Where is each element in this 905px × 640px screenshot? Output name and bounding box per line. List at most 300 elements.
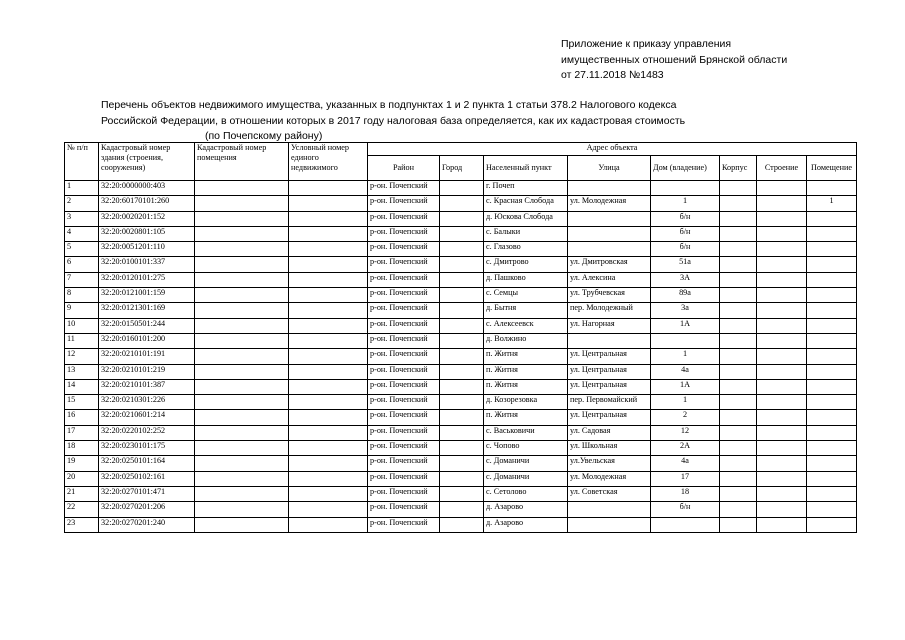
cell-settlement: п. Житня xyxy=(484,410,568,425)
cell-korpus xyxy=(720,502,757,517)
cell-house xyxy=(651,333,720,348)
cell-building-cadastral: 32:20:0270201:240 xyxy=(99,517,195,532)
header-building-cadastral: Кадастровый номер здания (строения, сооружения) xyxy=(99,143,195,181)
cell-num: 5 xyxy=(65,242,99,257)
cell-conditional-number xyxy=(289,425,368,440)
cell-pomeschenie xyxy=(807,364,857,379)
cell-korpus xyxy=(720,364,757,379)
cell-stroenie xyxy=(757,456,807,471)
cell-street: пер. Молодежный xyxy=(568,303,651,318)
cell-premises-cadastral xyxy=(195,288,289,303)
cell-city xyxy=(440,349,484,364)
header-conditional-number: Условный номер единого недвижимого xyxy=(289,143,368,181)
cell-house: б/н xyxy=(651,211,720,226)
cell-korpus xyxy=(720,242,757,257)
cell-street: ул. Трубчевская xyxy=(568,288,651,303)
cell-settlement: с. Дмитрово xyxy=(484,257,568,272)
cell-premises-cadastral xyxy=(195,364,289,379)
cell-premises-cadastral xyxy=(195,502,289,517)
table-row xyxy=(65,288,857,303)
cell-pomeschenie xyxy=(807,486,857,501)
cell-pomeschenie xyxy=(807,395,857,410)
table-row xyxy=(65,456,857,471)
cell-korpus xyxy=(720,395,757,410)
cell-stroenie xyxy=(757,425,807,440)
cell-stroenie xyxy=(757,211,807,226)
cell-conditional-number xyxy=(289,181,368,196)
table-row xyxy=(65,211,857,226)
cell-pomeschenie xyxy=(807,211,857,226)
header-city: Город xyxy=(440,156,484,181)
cell-conditional-number xyxy=(289,441,368,456)
cell-building-cadastral: 32:20:0250101:164 xyxy=(99,456,195,471)
table-row xyxy=(65,486,857,501)
cell-house: 1А xyxy=(651,318,720,333)
cell-settlement: д. Пашково xyxy=(484,272,568,287)
cell-korpus xyxy=(720,272,757,287)
cell-street xyxy=(568,333,651,348)
cell-street xyxy=(568,242,651,257)
table-row xyxy=(65,471,857,486)
cell-street xyxy=(568,181,651,196)
cell-num: 19 xyxy=(65,456,99,471)
cell-korpus xyxy=(720,517,757,532)
cell-street: ул. Алексина xyxy=(568,272,651,287)
cell-building-cadastral: 32:20:0121301:169 xyxy=(99,303,195,318)
cell-district: р-он. Почепский xyxy=(368,486,440,501)
cell-conditional-number xyxy=(289,456,368,471)
table-row xyxy=(65,242,857,257)
cell-building-cadastral: 32:20:0270201:206 xyxy=(99,502,195,517)
cell-building-cadastral: 32:20:0210601:214 xyxy=(99,410,195,425)
cell-building-cadastral: 32:20:0250102:161 xyxy=(99,471,195,486)
cell-house: 18 xyxy=(651,486,720,501)
cell-building-cadastral: 32:20:0160101:200 xyxy=(99,333,195,348)
cell-pomeschenie xyxy=(807,502,857,517)
cell-premises-cadastral xyxy=(195,318,289,333)
title-line-2: Российской Федерации, в отношении которых в 2017 году налоговая база определяется, как их кадастровая стоимость xyxy=(101,114,686,127)
header-korpus: Корпус xyxy=(720,156,757,181)
cell-stroenie xyxy=(757,288,807,303)
cell-city xyxy=(440,379,484,394)
cell-pomeschenie xyxy=(807,379,857,394)
cell-conditional-number xyxy=(289,303,368,318)
cell-num: 6 xyxy=(65,257,99,272)
cell-korpus xyxy=(720,471,757,486)
table-row xyxy=(65,517,857,532)
cell-stroenie xyxy=(757,379,807,394)
cell-district: р-он. Почепский xyxy=(368,456,440,471)
cell-settlement: с. Красная Слобода xyxy=(484,196,568,211)
cell-house: б/н xyxy=(651,226,720,241)
cell-city xyxy=(440,410,484,425)
cell-pomeschenie xyxy=(807,517,857,532)
cell-conditional-number xyxy=(289,517,368,532)
cell-settlement: д. Азарово xyxy=(484,517,568,532)
cell-settlement: с. Васьковичи xyxy=(484,425,568,440)
cell-korpus xyxy=(720,441,757,456)
cell-num: 4 xyxy=(65,226,99,241)
cell-city xyxy=(440,471,484,486)
cell-street: ул. Советская xyxy=(568,486,651,501)
cell-district: р-он. Почепский xyxy=(368,364,440,379)
header-address: Адрес объекта xyxy=(368,143,857,156)
cell-house: 1 xyxy=(651,349,720,364)
cell-house xyxy=(651,517,720,532)
cell-num: 10 xyxy=(65,318,99,333)
cell-settlement: д. Азарово xyxy=(484,502,568,517)
cell-premises-cadastral xyxy=(195,441,289,456)
cell-premises-cadastral xyxy=(195,425,289,440)
title-line-1: Перечень объектов недвижимого имущества, указанных в подпунктах 1 и 2 пункта 1 статьи 378.2 Налогового кодекса xyxy=(101,99,677,111)
cell-settlement: с. Балыки xyxy=(484,226,568,241)
cell-pomeschenie: 1 xyxy=(807,196,857,211)
cell-premises-cadastral xyxy=(195,517,289,532)
cell-korpus xyxy=(720,211,757,226)
cell-premises-cadastral xyxy=(195,211,289,226)
property-table xyxy=(64,142,857,533)
cell-num: 21 xyxy=(65,486,99,501)
cell-house: 1А xyxy=(651,379,720,394)
table-row xyxy=(65,410,857,425)
appendix-line-1: Приложение к приказу управления xyxy=(561,38,732,50)
cell-korpus xyxy=(720,410,757,425)
cell-stroenie xyxy=(757,303,807,318)
cell-district: р-он. Почепский xyxy=(368,288,440,303)
cell-pomeschenie xyxy=(807,226,857,241)
cell-building-cadastral: 32:20:0230101:175 xyxy=(99,441,195,456)
cell-korpus xyxy=(720,486,757,501)
cell-city xyxy=(440,196,484,211)
cell-stroenie xyxy=(757,349,807,364)
cell-conditional-number xyxy=(289,288,368,303)
header-street: Улица xyxy=(568,156,651,181)
cell-street: ул. Центральная xyxy=(568,349,651,364)
cell-city xyxy=(440,242,484,257)
cell-settlement: п. Житня xyxy=(484,349,568,364)
cell-premises-cadastral xyxy=(195,456,289,471)
document-title xyxy=(101,98,741,145)
cell-conditional-number xyxy=(289,349,368,364)
cell-settlement: д. Волжино xyxy=(484,333,568,348)
cell-street: ул. Нагорная xyxy=(568,318,651,333)
cell-street xyxy=(568,211,651,226)
cell-pomeschenie xyxy=(807,257,857,272)
cell-num: 18 xyxy=(65,441,99,456)
cell-conditional-number xyxy=(289,379,368,394)
cell-num: 2 xyxy=(65,196,99,211)
cell-premises-cadastral xyxy=(195,471,289,486)
cell-settlement: с. Семцы xyxy=(484,288,568,303)
cell-stroenie xyxy=(757,272,807,287)
cell-korpus xyxy=(720,257,757,272)
cell-city xyxy=(440,288,484,303)
cell-pomeschenie xyxy=(807,471,857,486)
cell-house: 2А xyxy=(651,441,720,456)
cell-building-cadastral: 32:20:0100101:337 xyxy=(99,257,195,272)
cell-premises-cadastral xyxy=(195,242,289,257)
cell-house xyxy=(651,181,720,196)
cell-city xyxy=(440,303,484,318)
cell-district: р-он. Почепский xyxy=(368,395,440,410)
cell-num: 16 xyxy=(65,410,99,425)
cell-house: б/н xyxy=(651,242,720,257)
cell-district: р-он. Почепский xyxy=(368,441,440,456)
cell-conditional-number xyxy=(289,257,368,272)
cell-pomeschenie xyxy=(807,272,857,287)
cell-premises-cadastral xyxy=(195,379,289,394)
cell-premises-cadastral xyxy=(195,410,289,425)
cell-building-cadastral: 32:20:0000000:403 xyxy=(99,181,195,196)
cell-settlement: п. Житня xyxy=(484,379,568,394)
cell-city xyxy=(440,425,484,440)
cell-city xyxy=(440,395,484,410)
cell-korpus xyxy=(720,181,757,196)
cell-city xyxy=(440,364,484,379)
cell-city xyxy=(440,517,484,532)
cell-building-cadastral: 32:20:60170101:260 xyxy=(99,196,195,211)
header-stroenie: Строение xyxy=(757,156,807,181)
cell-conditional-number xyxy=(289,272,368,287)
table-row xyxy=(65,226,857,241)
cell-street: ул.Увельская xyxy=(568,456,651,471)
cell-premises-cadastral xyxy=(195,333,289,348)
cell-korpus xyxy=(720,425,757,440)
header-premises-cadastral: Кадастровый номер помещения xyxy=(195,143,289,181)
table-row xyxy=(65,196,857,211)
cell-district: р-он. Почепский xyxy=(368,272,440,287)
cell-building-cadastral: 32:20:0220102:252 xyxy=(99,425,195,440)
cell-settlement: д. Бытня xyxy=(484,303,568,318)
cell-korpus xyxy=(720,303,757,318)
cell-stroenie xyxy=(757,364,807,379)
cell-street: ул. Молодежная xyxy=(568,196,651,211)
cell-district: р-он. Почепский xyxy=(368,425,440,440)
cell-stroenie xyxy=(757,226,807,241)
cell-street: пер. Первомайский xyxy=(568,395,651,410)
cell-district: р-он. Почепский xyxy=(368,242,440,257)
cell-district: р-он. Почепский xyxy=(368,517,440,532)
cell-street: ул. Садовая xyxy=(568,425,651,440)
cell-building-cadastral: 32:20:0051201:110 xyxy=(99,242,195,257)
table-row xyxy=(65,395,857,410)
cell-city xyxy=(440,456,484,471)
cell-district: р-он. Почепский xyxy=(368,379,440,394)
cell-district: р-он. Почепский xyxy=(368,502,440,517)
cell-building-cadastral: 32:20:0270101:471 xyxy=(99,486,195,501)
cell-city xyxy=(440,318,484,333)
cell-stroenie xyxy=(757,181,807,196)
cell-premises-cadastral xyxy=(195,196,289,211)
table-row xyxy=(65,364,857,379)
appendix-header xyxy=(561,37,787,84)
cell-stroenie xyxy=(757,471,807,486)
cell-pomeschenie xyxy=(807,333,857,348)
cell-premises-cadastral xyxy=(195,349,289,364)
cell-district: р-он. Почепский xyxy=(368,471,440,486)
cell-street: ул. Центральная xyxy=(568,410,651,425)
cell-conditional-number xyxy=(289,318,368,333)
cell-district: р-он. Почепский xyxy=(368,211,440,226)
cell-district: р-он. Почепский xyxy=(368,349,440,364)
cell-num: 15 xyxy=(65,395,99,410)
cell-pomeschenie xyxy=(807,425,857,440)
cell-settlement: д. Юскова Слобода xyxy=(484,211,568,226)
cell-premises-cadastral xyxy=(195,395,289,410)
cell-building-cadastral: 32:20:0020201:152 xyxy=(99,211,195,226)
cell-premises-cadastral xyxy=(195,257,289,272)
table-row xyxy=(65,379,857,394)
cell-num: 20 xyxy=(65,471,99,486)
cell-num: 22 xyxy=(65,502,99,517)
cell-premises-cadastral xyxy=(195,486,289,501)
cell-pomeschenie xyxy=(807,242,857,257)
cell-num: 23 xyxy=(65,517,99,532)
cell-street: ул. Дмитровская xyxy=(568,257,651,272)
cell-korpus xyxy=(720,196,757,211)
cell-settlement: с. Сетолово xyxy=(484,486,568,501)
cell-stroenie xyxy=(757,486,807,501)
title-line-3: (по Почепскому району) xyxy=(205,130,323,142)
cell-korpus xyxy=(720,288,757,303)
cell-stroenie xyxy=(757,517,807,532)
cell-city xyxy=(440,181,484,196)
cell-house: 3а xyxy=(651,303,720,318)
cell-district: р-он. Почепский xyxy=(368,257,440,272)
cell-conditional-number xyxy=(289,196,368,211)
cell-premises-cadastral xyxy=(195,272,289,287)
cell-conditional-number xyxy=(289,333,368,348)
cell-num: 8 xyxy=(65,288,99,303)
cell-settlement: д. Козорезовка xyxy=(484,395,568,410)
cell-house: 1 xyxy=(651,196,720,211)
cell-stroenie xyxy=(757,196,807,211)
table-row xyxy=(65,257,857,272)
cell-conditional-number xyxy=(289,502,368,517)
cell-building-cadastral: 32:20:0121001:159 xyxy=(99,288,195,303)
appendix-line-3: от 27.11.2018 №1483 xyxy=(561,69,664,81)
header-settlement: Населенный пункт xyxy=(484,156,568,181)
cell-pomeschenie xyxy=(807,349,857,364)
cell-stroenie xyxy=(757,410,807,425)
cell-house: 17 xyxy=(651,471,720,486)
cell-premises-cadastral xyxy=(195,181,289,196)
cell-korpus xyxy=(720,226,757,241)
cell-street xyxy=(568,226,651,241)
cell-num: 14 xyxy=(65,379,99,394)
table-row xyxy=(65,441,857,456)
cell-city xyxy=(440,502,484,517)
cell-settlement: г. Почеп xyxy=(484,181,568,196)
cell-street: ул. Центральная xyxy=(568,379,651,394)
cell-building-cadastral: 32:20:0210301:226 xyxy=(99,395,195,410)
cell-building-cadastral: 32:20:0210101:219 xyxy=(99,364,195,379)
cell-house: 1 xyxy=(651,395,720,410)
table-row xyxy=(65,502,857,517)
cell-stroenie xyxy=(757,257,807,272)
cell-house: 2 xyxy=(651,410,720,425)
cell-conditional-number xyxy=(289,226,368,241)
cell-building-cadastral: 32:20:0120101:275 xyxy=(99,272,195,287)
cell-house: 3А xyxy=(651,272,720,287)
table-row xyxy=(65,318,857,333)
cell-city xyxy=(440,441,484,456)
cell-street: ул. Молодежная xyxy=(568,471,651,486)
cell-conditional-number xyxy=(289,364,368,379)
cell-stroenie xyxy=(757,333,807,348)
cell-num: 3 xyxy=(65,211,99,226)
cell-district: р-он. Почепский xyxy=(368,333,440,348)
table-row xyxy=(65,303,857,318)
table-row xyxy=(65,425,857,440)
cell-conditional-number xyxy=(289,395,368,410)
cell-conditional-number xyxy=(289,242,368,257)
appendix-line-2: имущественных отношений Брянской области xyxy=(561,53,788,66)
cell-city xyxy=(440,257,484,272)
cell-num: 12 xyxy=(65,349,99,364)
cell-num: 9 xyxy=(65,303,99,318)
cell-settlement: с. Глазово xyxy=(484,242,568,257)
cell-settlement: с. Чопово xyxy=(484,441,568,456)
cell-korpus xyxy=(720,379,757,394)
table-row xyxy=(65,181,857,196)
cell-house: 4а xyxy=(651,456,720,471)
cell-num: 17 xyxy=(65,425,99,440)
cell-city xyxy=(440,226,484,241)
cell-korpus xyxy=(720,318,757,333)
cell-stroenie xyxy=(757,395,807,410)
table-row xyxy=(65,349,857,364)
cell-stroenie xyxy=(757,502,807,517)
cell-district: р-он. Почепский xyxy=(368,303,440,318)
cell-city xyxy=(440,486,484,501)
cell-num: 13 xyxy=(65,364,99,379)
cell-street: ул. Школьная xyxy=(568,441,651,456)
cell-building-cadastral: 32:20:0150501:244 xyxy=(99,318,195,333)
cell-pomeschenie xyxy=(807,181,857,196)
cell-city xyxy=(440,272,484,287)
table-row xyxy=(65,272,857,287)
cell-building-cadastral: 32:20:0210101:191 xyxy=(99,349,195,364)
cell-pomeschenie xyxy=(807,410,857,425)
cell-settlement: п. Житня xyxy=(484,364,568,379)
cell-conditional-number xyxy=(289,410,368,425)
cell-settlement: с. Доманичи xyxy=(484,456,568,471)
cell-district: р-он. Почепский xyxy=(368,181,440,196)
cell-num: 11 xyxy=(65,333,99,348)
cell-street: ул. Центральная xyxy=(568,364,651,379)
header-pomeschenie: Помещение xyxy=(807,156,857,181)
cell-pomeschenie xyxy=(807,303,857,318)
cell-conditional-number xyxy=(289,211,368,226)
cell-house: 12 xyxy=(651,425,720,440)
cell-korpus xyxy=(720,333,757,348)
cell-stroenie xyxy=(757,318,807,333)
cell-district: р-он. Почепский xyxy=(368,410,440,425)
cell-house: 4а xyxy=(651,364,720,379)
header-num: № п/п xyxy=(65,143,99,181)
cell-korpus xyxy=(720,349,757,364)
cell-conditional-number xyxy=(289,471,368,486)
cell-city xyxy=(440,333,484,348)
cell-conditional-number xyxy=(289,486,368,501)
cell-num: 7 xyxy=(65,272,99,287)
cell-district: р-он. Почепский xyxy=(368,318,440,333)
cell-district: р-он. Почепский xyxy=(368,196,440,211)
cell-stroenie xyxy=(757,242,807,257)
cell-house: б/н xyxy=(651,502,720,517)
cell-korpus xyxy=(720,456,757,471)
